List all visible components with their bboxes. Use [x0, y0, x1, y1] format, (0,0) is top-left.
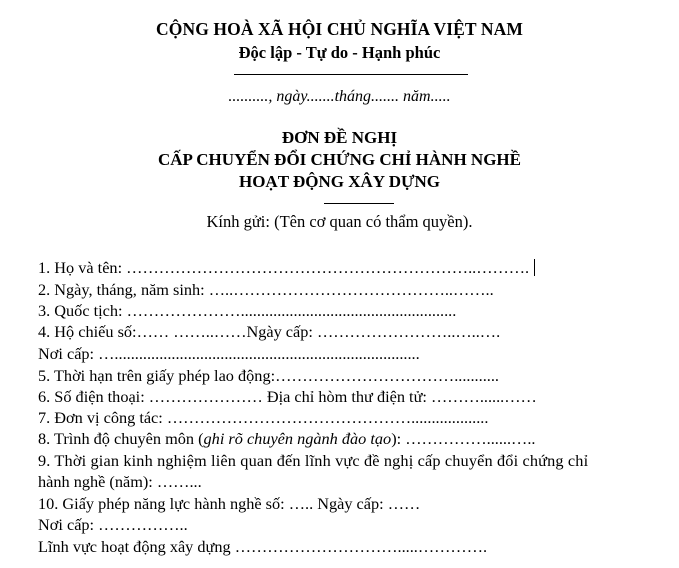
form-title-line-3: HOẠT ĐỘNG XÂY DỰNG — [238, 172, 440, 191]
title-divider — [324, 203, 394, 204]
field-passport-issue-place[interactable]: Nơi cấp: …........................................................................... — [38, 344, 420, 363]
field-qualification[interactable] — [38, 428, 638, 450]
national-title: CỘNG HOÀ XÃ HỘI CHỦ NGHĨA VIỆT NAM — [156, 19, 523, 39]
field-license-issue-place[interactable]: Nơi cấp: …………….. — [38, 515, 188, 534]
field-experience[interactable]: 9. Thời gian kinh nghiệm liên quan đến lĩnh vực đề nghị cấp chuyển đổi chứng chỉ — [38, 451, 589, 470]
field-license[interactable]: 10. Giấy phép năng lực hành nghề số: ….. Ngày cấp: …… — [38, 494, 421, 513]
field-passport[interactable]: 4. Hộ chiếu số:…… ……..……Ngày cấp: ……………………..…..…. — [38, 322, 501, 341]
field-birth-date[interactable]: 2. Ngày, tháng, năm sinh: …..…………………………………..…….. — [38, 280, 494, 299]
form-title-line-2: CẤP CHUYỂN ĐỔI CHỨNG CHỈ HÀNH NGHỀ — [158, 150, 521, 169]
field-nationality[interactable]: 3. Quốc tịch: …………………..................................................... — [38, 301, 457, 320]
national-motto: Độc lập - Tự do - Hạnh phúc — [238, 43, 441, 62]
field-work-permit-term[interactable]: 5. Thời hạn trên giấy phép lao động:……………………………........... — [38, 366, 499, 385]
date-line: .........., ngày.......tháng....... năm..... — [228, 88, 451, 105]
field-qualification-note: ghi rõ chuyên ngành đào tạo — [203, 429, 392, 448]
field-full-name-text: 1. Họ và tên: ………………………………………………………..………. — [38, 258, 530, 277]
field-qualification-label: 8. Trình độ chuyên môn ( — [38, 429, 204, 448]
field-experience-cont[interactable]: hành nghề (năm): ……... — [38, 472, 202, 491]
field-workplace[interactable]: 7. Đơn vị công tác: ………………………………………................... — [38, 408, 489, 427]
field-construction-area[interactable]: Lĩnh vực hoạt động xây dựng ………………………….....…………. — [38, 537, 488, 556]
text-cursor — [534, 259, 535, 276]
recipient-line: Kính gửi: (Tên cơ quan có thẩm quyền). — [206, 212, 473, 231]
field-qualification-dots: ): ……………......….. — [391, 429, 536, 448]
field-phone-email[interactable]: 6. Số điện thoại: ………………… Địa chỉ hòm thư điện tử: ………......…… — [38, 387, 537, 406]
field-full-name[interactable] — [38, 257, 638, 279]
form-title-line-1: ĐƠN ĐỀ NGHỊ — [281, 128, 398, 147]
header-divider — [234, 74, 468, 75]
